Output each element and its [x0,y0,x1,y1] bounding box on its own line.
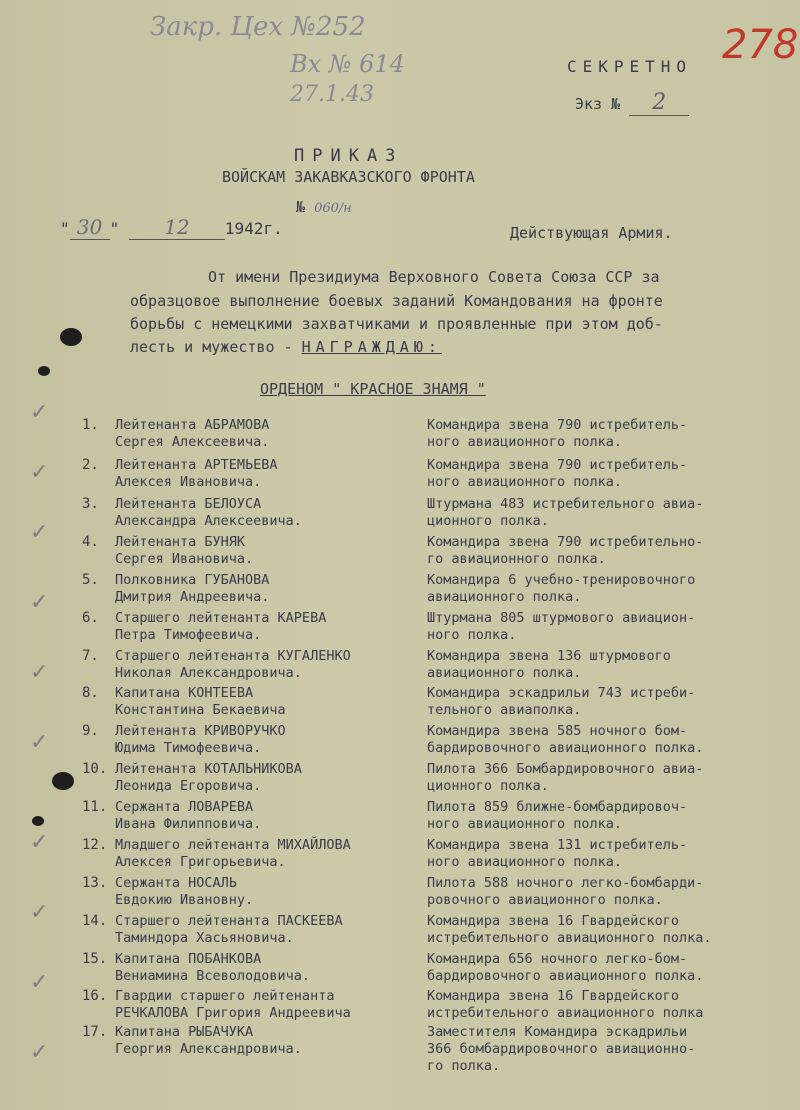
list-item [82,761,782,799]
list-item [82,534,782,572]
archive-sheet-number: 278 [722,22,799,68]
preamble-line-4 [130,338,442,356]
list-item [82,572,782,610]
location-text: Действующая Армия. [510,224,673,242]
entry-position: Командира эскадрильи 743 истреби- тельного авиаполка. [427,685,696,718]
handwritten-date: 27.1.43 [290,82,374,107]
entry-name: Лейтенанта БЕЛОУСА Александра Алексеевича. [115,496,302,529]
handwritten-registry-note: Закр. Цех №252 [150,12,366,42]
entry-name: Капитана РЫБАЧУКА Георгия Александровича. [115,1024,302,1057]
entry-number: 10. [82,761,108,777]
list-item [82,875,782,913]
check-mark-icon: ✓ [30,460,49,485]
entry-name: Полковника ГУБАНОВА Дмитрия Андреевича. [115,572,270,605]
order-number-value: 060/н [314,201,352,216]
punch-hole [60,328,82,346]
secret-stamp: СЕКРЕТНО [567,57,693,76]
entry-name: Старшего лейтенанта ПАСКЕЕВА Таминдора Хасьяновича. [115,913,343,946]
order-number-label: № [296,198,306,216]
entry-number: 5. [82,572,99,588]
entry-position: Пилота 588 ночного легко-бомбарди- ровочного авиационного полка. [427,875,704,908]
entry-position: Штурмана 483 истребительного авиа- ционного полка. [427,496,704,529]
entry-number: 17. [82,1024,108,1040]
entry-position: Командира звена 790 истребитель- ного авиационного полка. [427,457,688,490]
list-item [82,417,782,455]
punch-hole [32,816,44,826]
entry-name: Старшего лейтенанта КАРЕВА Петра Тимофеевича. [115,610,327,643]
entry-position: Командира звена 16 Гвардейского истребительного авиационного полка [427,988,704,1021]
list-item [82,648,782,686]
entry-position: Пилота 859 ближне-бомбардировоч- ного авиационного полка. [427,799,688,832]
list-item [82,1024,782,1082]
entry-position: Командира 656 ночного легко-бом- бардировочного авиационного полка. [427,951,704,984]
check-mark-icon: ✓ [30,660,49,685]
order-title: ПРИКАЗ [294,146,404,166]
check-mark-icon: ✓ [30,900,49,925]
entry-number: 1. [82,417,99,433]
entry-number: 12. [82,837,108,853]
preamble-line-1: От имени Президиума Верховного Совета Союза ССР за [208,268,660,286]
entry-name: Капитана КОНТЕЕВА Константина Бекаевича [115,685,286,718]
date-day: 30 [70,215,110,240]
award-heading: ОРДЕНОМ " КРАСНОЕ ЗНАМЯ " [260,380,486,398]
entry-position: Командира звена 16 Гвардейского истребительного авиационного полка. [427,913,712,946]
entry-number: 13. [82,875,108,891]
entry-number: 16. [82,988,108,1004]
list-item [82,988,782,1026]
list-item [82,610,782,648]
entry-name: Лейтенанта АРТЕМЬЕВА Алексея Ивановича. [115,457,278,490]
entry-number: 15. [82,951,108,967]
preamble-line-3: борьбы с немецкими захватчиками и проявленные при этом доб- [130,315,663,333]
copy-number-line [575,90,689,116]
copy-number-value: 2 [629,90,689,116]
list-item [82,457,782,495]
entry-name: Лейтенанта КРИВОРУЧКО Юдима Тимофеевича. [115,723,286,756]
punch-hole [38,366,50,376]
entry-position: Командира звена 585 ночного бом- бардировочного авиационного полка. [427,723,704,756]
preamble-line-4-start: лесть и мужество - [130,338,293,356]
entry-number: 7. [82,648,99,664]
copy-number-label: Экз № [575,95,621,113]
punch-hole [52,772,74,790]
date-month: 12 [129,215,225,240]
entry-number: 11. [82,799,108,815]
entry-name: Сержанта НОСАЛЬ Евдокию Ивановну. [115,875,254,908]
award-verb: НАГРАЖДАЮ: [301,338,442,356]
order-number [296,198,352,216]
list-item [82,496,782,534]
entry-position: Командира звена 790 истребительно- го авиационного полка. [427,534,704,567]
check-mark-icon: ✓ [30,520,49,545]
entry-number: 3. [82,496,99,512]
entry-position: Командира 6 учебно-тренировочного авиационного полка. [427,572,696,605]
entry-name: Лейтенанта КОТАЛЬНИКОВА Леонида Егоровича. [115,761,302,794]
entry-position: Штурмана 805 штурмового авиацион- ного полка. [427,610,696,643]
list-item [82,837,782,875]
entry-position: Командира звена 136 штурмового авиационного полка. [427,648,671,681]
date-year: 1942г. [224,219,283,238]
entry-name: Старшего лейтенанта КУГАЛЕНКО Николая Александровича. [115,648,351,681]
entry-name: Младшего лейтенанта МИХАЙЛОВА Алексея Григорьевича. [115,837,351,870]
entry-number: 8. [82,685,99,701]
check-mark-icon: ✓ [30,730,49,755]
entry-number: 4. [82,534,99,550]
entry-number: 2. [82,457,99,473]
check-mark-icon: ✓ [30,1040,49,1065]
preamble-line-2: образцовое выполнение боевых заданий Командования на фронте [130,292,663,310]
entry-number: 14. [82,913,108,929]
check-mark-icon: ✓ [30,970,49,995]
order-subtitle: ВОЙСКАМ ЗАКАВКАЗСКОГО ФРОНТА [222,168,475,186]
entry-position: Командира звена 790 истребитель- ного авиационного полка. [427,417,688,450]
entry-name: Сержанта ЛОВАРЕВА Ивана Филипповича. [115,799,262,832]
list-item [82,913,782,951]
list-item [82,799,782,837]
order-date: " 30 " 12 1942г. [60,215,283,239]
entry-number: 9. [82,723,99,739]
entry-name: Гвардии старшего лейтенанта РЕЧКАЛОВА Григория Андреевича [115,988,351,1021]
entry-position: Командира звена 131 истребитель- ного авиационного полка. [427,837,688,870]
check-mark-icon: ✓ [30,830,49,855]
entry-name: Капитана ПОБАНКОВА Вениамина Всеволодовича. [115,951,311,984]
entry-name: Лейтенанта АБРАМОВА Сергея Алексеевича. [115,417,270,450]
check-mark-icon: ✓ [30,400,49,425]
entry-name: Лейтенанта БУНЯК Сергея Ивановича. [115,534,254,567]
entry-number: 6. [82,610,99,626]
handwritten-incoming-number: Вх № 614 [290,50,405,78]
entry-position: Заместителя Командира эскадрильи 366 бомбардировочного авиационно- го полка. [427,1024,696,1074]
list-item [82,685,782,723]
entry-position: Пилота 366 Бомбардировочного авиа- ционного полка. [427,761,704,794]
list-item [82,951,782,989]
check-mark-icon: ✓ [30,590,49,615]
list-item [82,723,782,761]
